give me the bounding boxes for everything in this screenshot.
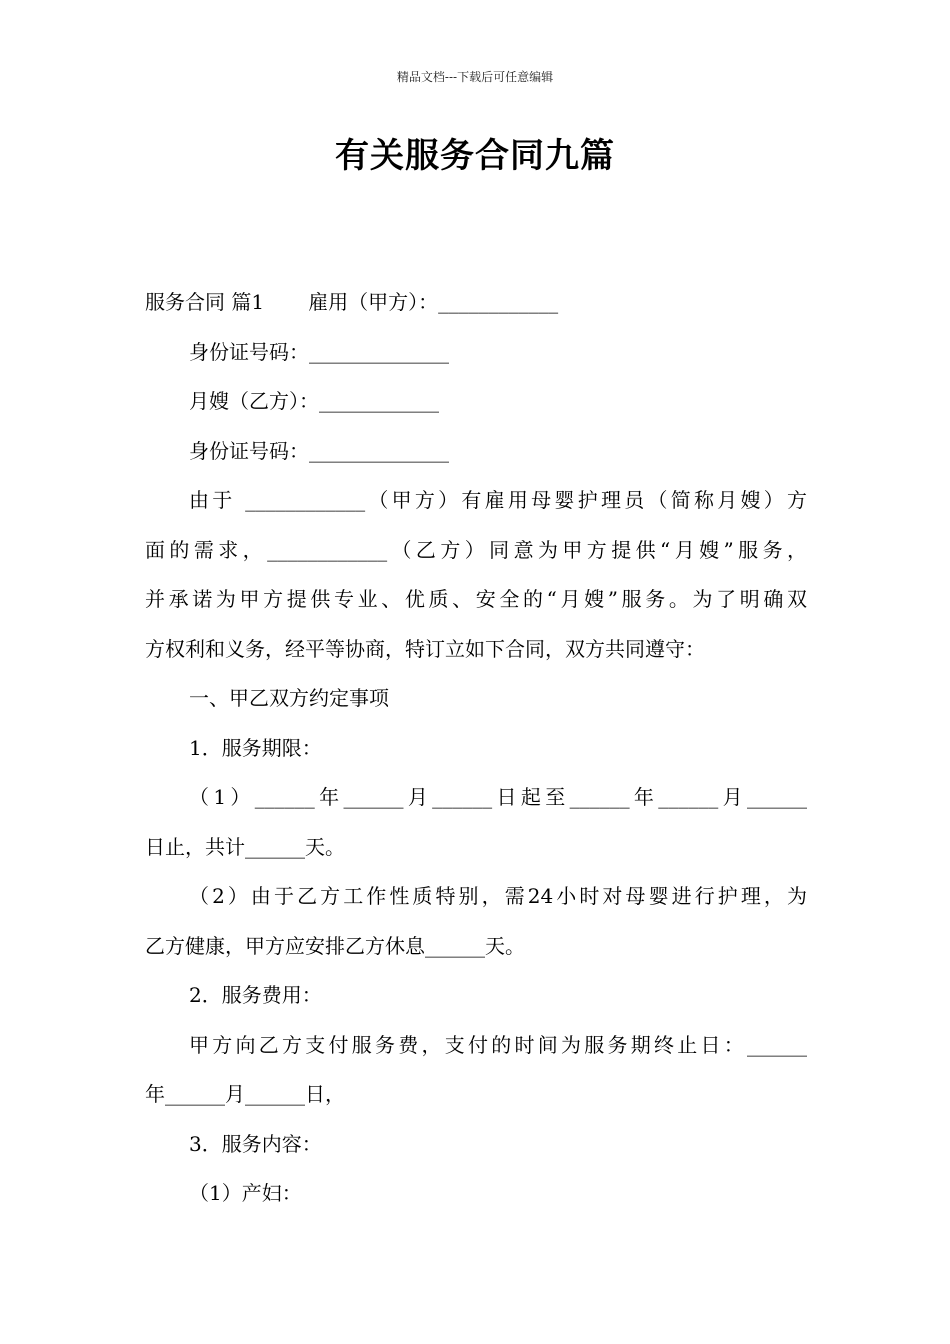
nanny-id-field: 身份证号码：______________	[189, 438, 449, 463]
paragraph-line: （2）由于乙方工作性质特别，需24小时对母婴进行护理，为	[189, 884, 807, 908]
contract-section-label: 服务合同 篇1	[145, 290, 265, 314]
contract-body	[145, 278, 807, 1219]
header-note: 精品文档---下载后可任意编辑	[396, 70, 554, 84]
paragraph-line: （1）产妇：	[189, 1181, 302, 1205]
employer-id-field: 身份证号码：______________	[189, 339, 449, 364]
paragraph-line: 乙方健康，甲方应安排乙方休息______天。	[145, 933, 525, 958]
paragraph-line: 甲方向乙方支付服务费，支付的时间为服务期终止日：______	[189, 1032, 807, 1057]
paragraph-line: 并承诺为甲方提供专业、优质、安全的“月嫂”服务。为了明确双	[145, 587, 807, 611]
paragraph-line: 方权利和义务，经平等协商，特订立如下合同，双方共同遵守：	[145, 636, 705, 661]
paragraph-line: 日止，共计______天。	[145, 834, 345, 859]
document-title: 有关服务合同九篇	[335, 136, 615, 176]
nanny-field: 月嫂（乙方）：____________	[189, 389, 439, 413]
section-heading: 一、甲乙双方约定事项	[189, 686, 389, 710]
contract-heading-line	[145, 278, 807, 328]
paragraph-line: 年______月______日，	[145, 1082, 345, 1106]
clause-heading: 1．服务期限：	[189, 735, 322, 760]
clause-heading: 3．服务内容：	[189, 1131, 322, 1156]
employer-field: 雇用（甲方）：____________	[308, 290, 559, 314]
paragraph-line: （1）______年______月______日起至______年______月______	[189, 785, 807, 809]
paragraph-line: 面的需求，____________（乙方）同意为甲方提供“月嫂”服务，	[145, 537, 807, 562]
paragraph-line: 由于 ____________（甲方）有雇用母婴护理员（简称月嫂）方	[189, 488, 807, 512]
clause-heading: 2．服务费用：	[189, 983, 322, 1007]
